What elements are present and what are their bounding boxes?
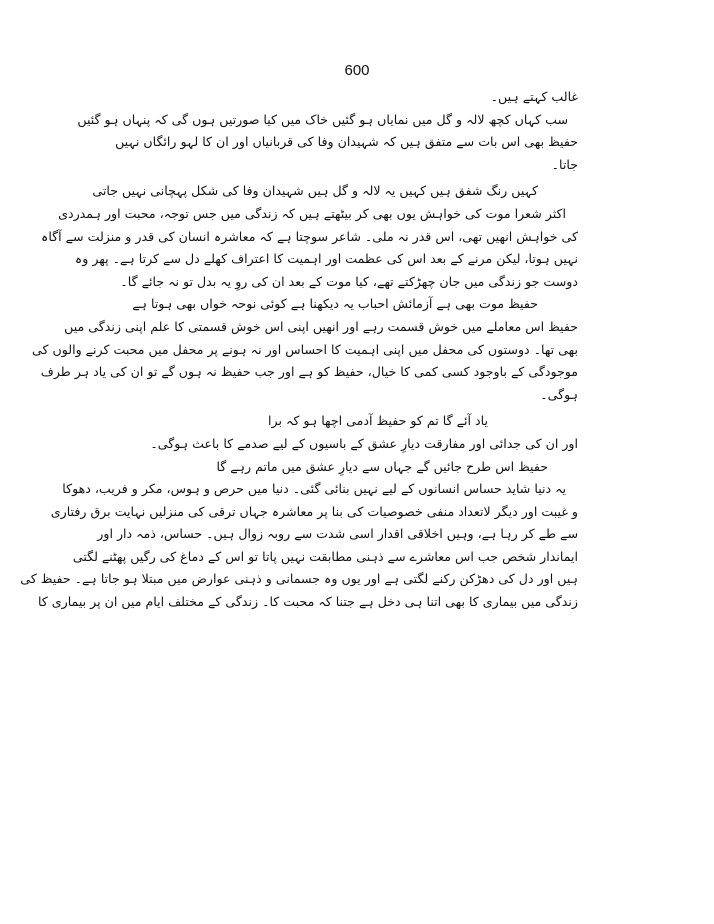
verse-line: حفیظ موت بھی ہے آزمائش احباب یہ دیکھنا ہے کوئی نوحہ خواں بھی ہوتا ہے: [132, 296, 538, 312]
text-line: بھی تھا۔ دوستوں کی محفل میں اپنی اہمیت کا احساس اور نہ ہونے پر محفل میں محبت کرنے والوں کی: [31, 341, 578, 357]
verse-line: سب کہاں کچھ لالہ و گل میں نمایاں ہو گئیں خاک میں کیا صورتیں ہوں گی کہ پنہاں ہو گئیں: [77, 111, 568, 127]
text-line: جاتا۔: [551, 156, 578, 172]
text-line: موجودگی کے باوجود کسی کمی کا خیال، حفیظ کو ہے اور جب حفیظ نہ ہوں گے تو ان کی یاد ہر طرف: [40, 364, 578, 380]
text-line: کی خواہش انھیں تھی، اس قدر نہ ملی۔ شاعر سوچتا ہے کہ معاشرہ انسان کی قدر و منزلت سے آگاہ: [40, 228, 578, 244]
text-line: حفیظ اس معاملے میں خوش قسمت رہے اور انھیں اپنی اس خوش قسمتی کا علم اپنی زندگی میں: [64, 318, 578, 334]
verse-line: حفیظ اس طرح جائیں گے جہاں سے دیارِ عشق میں ماتم رہے گا: [216, 458, 548, 474]
text-line: سے طے کر رہا ہے، وہیں اخلاقی اقدار اسی شدت سے روبہ زوال ہیں۔ حساس، ذمہ دار اور: [97, 526, 578, 542]
text-line: اور ان کی جدائی اور مفارقت دیارِ عشق کے باسیوں کے لیے صدمے کا باعث ہوگی۔: [150, 435, 578, 451]
text-line: ہوگی۔: [540, 386, 578, 402]
text-line: یہ دنیا شاید حساس انسانوں کے لیے نہیں بنائی گئی۔ دنیا میں حرص و ہوس، مکر و فریب، دھوکا: [62, 481, 566, 497]
text-line: ایماندار شخص جب اس معاشرے سے ذہنی مطابقت نہیں پاتا تو اس کے دماغ کی رگیں پھٹنے لگتی: [72, 548, 578, 564]
text-line: زندگی میں بیماری کا بھی اتنا ہی دخل ہے جتنا کہ محبت کا۔ زندگی کے مختلف ایام میں ان پر بیماری کا: [37, 594, 578, 610]
text-line: دوست جو زندگی میں جان چھڑکتے تھے، کیا موت کے بعد ان کی روِ یہ بدل تو نہ جائے گا۔: [120, 273, 578, 289]
verse-line: یاد آئے گا تم کو حفیظ آدمی اچھا ہو کہ برا: [268, 413, 488, 429]
verse-line: کہیں رنگ شفق ہیں کہیں یہ لالہ و گل ہیں شہیدان وفا کی شکل پہچانی نہیں جاتی: [92, 183, 538, 199]
page-body: [20, 86, 578, 614]
text-line: و غیبت اور دیگر لاتعداد منفی خصوصیات کی بنا پر معاشرہ جہاں ترقی کی منزلیں نہایت برق رفتاری: [50, 503, 578, 519]
text-line: ہیں اور دل کی دھڑکن رکنے لگتی ہے اور یوں وہ جسمانی و ذہنی عوارض میں مبتلا ہو جاتا ہے۔ حفیظ کی: [20, 571, 578, 587]
text-line: نہیں ہوتا، لیکن مرنے کے بعد اس کی عظمت اور اہمیت کا اعتراف کھلے دل سے کرتا ہے۔ پھر وہ: [74, 251, 578, 267]
text-line: غالب کہتے ہیں۔: [490, 89, 578, 104]
text-line: اکثر شعرا موت کی خواہش یوں بھی کر بیٹھتے ہیں کہ زندگی میں جس توجہ، محبت اور ہمدردی: [58, 205, 566, 221]
text-line: حفیظ بھی اس بات سے متفق ہیں کہ شہیدان وفا کی قربانیاں اور ان کا لہو رائگاں نہیں: [115, 134, 578, 150]
page-number: 600: [344, 62, 370, 79]
